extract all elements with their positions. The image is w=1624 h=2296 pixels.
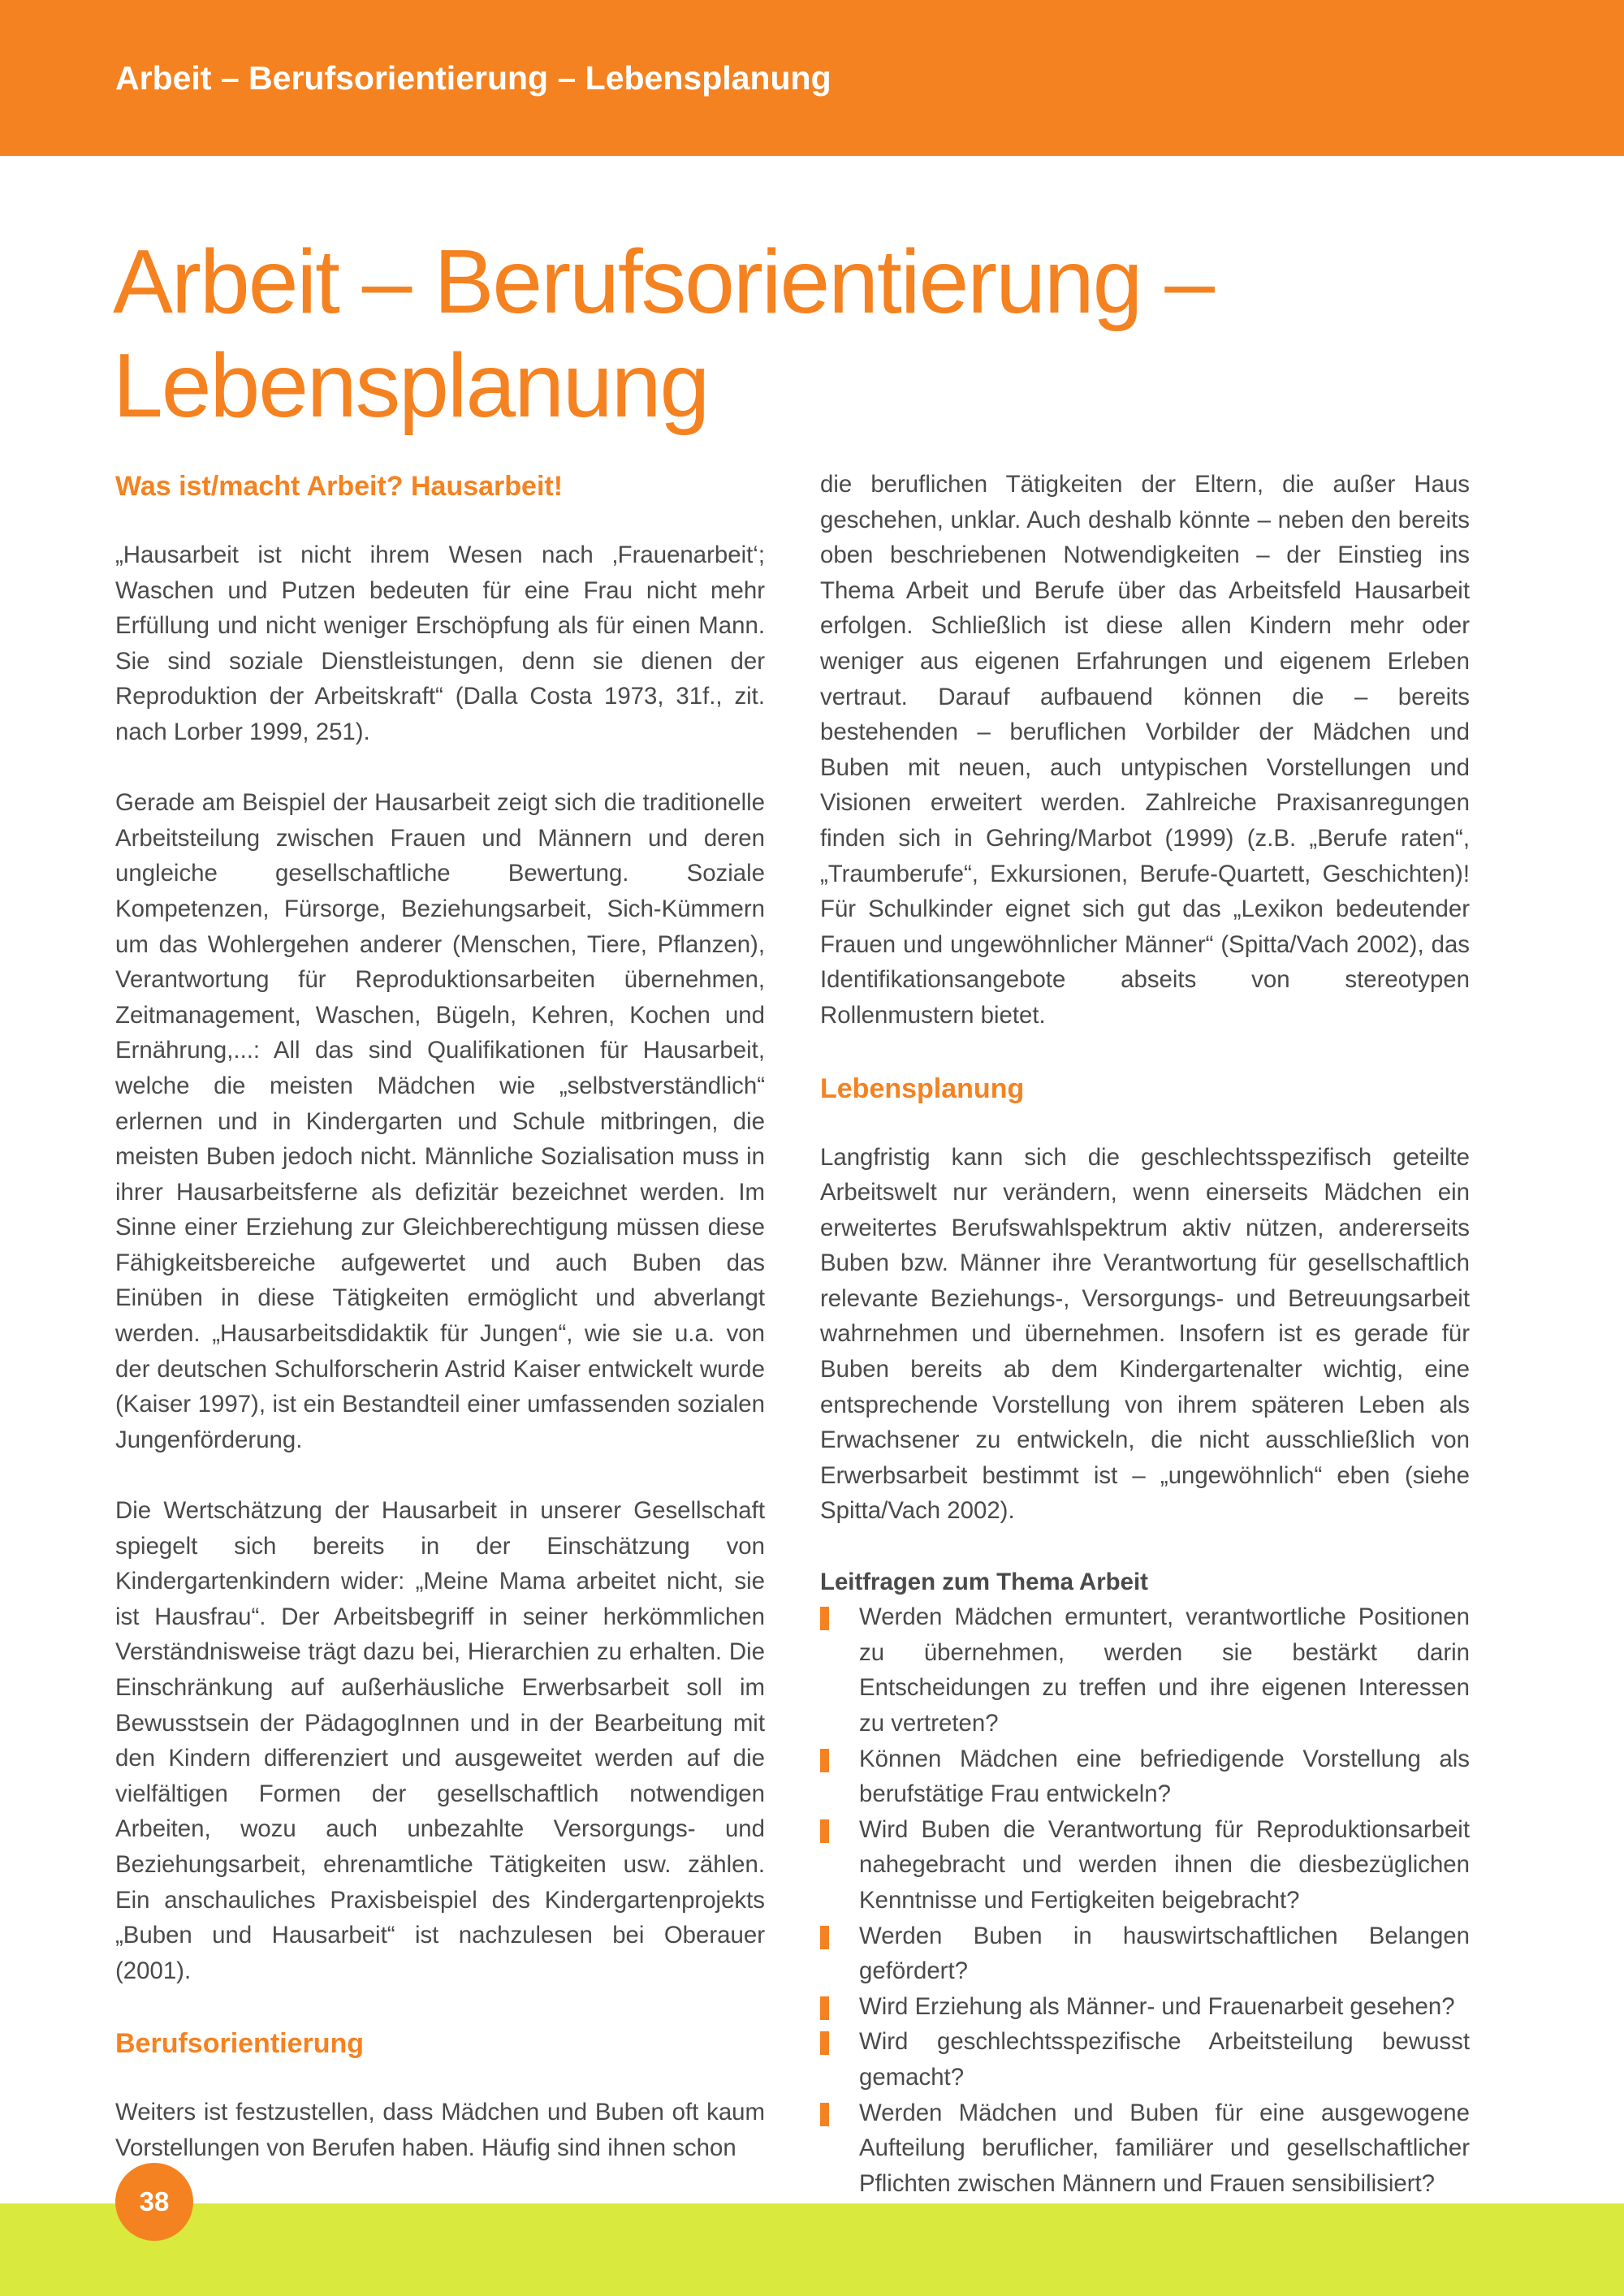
paragraph-berufsorientierung: Weiters ist festzustellen, dass Mädchen und Buben oft kaum Vorstellungen von Berufen haben. Häufig sind ihnen schon <box>115 2098 765 2161</box>
paragraph-berufsorientierung-continued: die beruflichen Tätigkeiten der Eltern, die außer Haus geschehen, unklar. Auch deshalb könnte – neben den bereits oben beschriebenen Notwendigkeiten – der Einstieg ins Thema Arbeit und Berufe über das Arbeitsfeld Hausarbeit erfolgen. Schließlich ist diese allen Kindern mehr oder weniger aus eigenen Erfahrungen und eigenem Erleben vertraut. Darauf aufbauend können die – bereits bestehenden – beruflichen Vorbilder der Mädchen und Buben mit neuen, auch untypischen Vorstellungen und Visionen erweitert werden. Zahlreiche Praxisanregungen finden sich in Gehring/Marbot (1999) (z.B. „Berufe raten“, „Traumberufe“, Exkursionen, Berufe-Quartett, Geschichten)! Für Schulkinder eignet sich gut das „Lexikon bedeutender Frauen und ungewöhnlicher Männer“ (Spitta/Vach 2002), das Identifikationsangebote abseits von stereotypen Rollenmustern bietet. <box>820 471 1470 1029</box>
section-heading-hausarbeit: Was ist/macht Arbeit? Hausarbeit! <box>115 471 564 502</box>
list-item <box>820 1599 1470 1741</box>
list-item <box>820 2024 1470 2095</box>
paragraph-lebensplanung: Langfristig kann sich die geschlechtsspezifisch geteilte Arbeitswelt nur verändern, wenn einerseits Mädchen ein erweitertes Berufswahlspektrum aktiv nützen, andererseits Buben bzw. Männer ihre Verantwortung für gesellschaftlich relevante Beziehungs-, Versorgungs- und Betreuungsarbeit wahrnehmen und übernehmen. Insofern ist es gerade für Buben bereits ab dem Kindergartenalter wichtig, eine entsprechende Vorstellung von ihrem späteren Leben als Erwachsener zu entwickeln, die nicht ausschließlich von Erwerbsarbeit bestimmt ist – „ungewöhnlich“ eben (siehe Spitta/Vach 2002). <box>820 1143 1470 1525</box>
page-title <box>113 230 1493 438</box>
leitfragen-title: Leitfragen zum Thema Arbeit <box>820 1568 1148 1595</box>
bullet-marker <box>820 2103 829 2126</box>
bullet-marker <box>820 2031 829 2055</box>
list-item <box>820 1918 1470 1989</box>
bullet-marker <box>820 1607 829 1630</box>
footer-bar <box>0 2203 1624 2296</box>
paragraph-wertschaetzung: Die Wertschätzung der Hausarbeit in unserer Gesellschaft spiegelt sich bereits in der Einschätzung von Kindergartenkindern wider: „Meine Mama arbeitet nicht, sie ist Hausfrau“. Der Arbeitsbegriff in seiner herkömmlichen Verständnisweise trägt dazu bei, Hierarchien zu erhalten. Die Einschränkung auf außerhäusliche Erwerbsarbeit soll im Bewusstsein der PädagogInnen und in der Bearbeitung mit den Kindern differenziert und ausgeweitet werden auf die vielfältigen Formen der gesellschaftlich notwendigen Arbeiten, wozu auch unbezahlte Versorgungs- und Beziehungsarbeit, ehrenamtliche Tätigkeiten usw. zählen. Ein anschauliches Praxisbeispiel des Kindergartenprojekts „Buben und Hausarbeit“ ist nachzulesen bei Oberauer (2001). <box>115 1497 765 1984</box>
question-text: Werden Mädchen und Buben für eine ausgewogene Aufteilung beruflicher, familiärer und gesellschaftlicher Pflichten zwischen Männern und Frauen sensibilisiert? <box>859 2099 1470 2197</box>
paragraph-quote: „Hausarbeit ist nicht ihrem Wesen nach ‚Frauenarbeit‘; Waschen und Putzen bedeuten für eine Frau nicht mehr Erfüllung und nicht weniger Erschöpfung als für einen Mann. Sie sind soziale Dienstleistungen, denn sie dienen der Reproduktion der Arbeitskraft“ (Dalla Costa 1973, 31f., zit. nach Lorber 1999, 251). <box>115 542 765 745</box>
page-number-badge: 38 <box>115 2163 193 2241</box>
list-item <box>820 1989 1470 2025</box>
section-heading-berufsorientierung: Berufsorientierung <box>115 2027 365 2059</box>
leitfragen-list <box>820 1599 1470 2201</box>
bullet-marker <box>820 1819 829 1843</box>
question-text: Wird geschlechtsspezifische Arbeitsteilung bewusst gemacht? <box>859 2028 1470 2091</box>
page-title-line-2: Lebensplanung <box>113 335 709 436</box>
question-text: Wird Erziehung als Männer- und Frauenarbeit gesehen? <box>859 1992 1455 2020</box>
list-item <box>820 2095 1470 2202</box>
bullet-marker <box>820 1749 829 1772</box>
paragraph-arbeitsteilung: Gerade am Beispiel der Hausarbeit zeigt sich die traditionelle Arbeitsteilung zwischen Frauen und Männern und deren ungleiche gesellschaftliche Bewertung. Soziale Kompetenzen, Fürsorge, Beziehungsarbeit, Sich-Kümmern um das Wohlergehen anderer (Menschen, Tiere, Pflanzen), Verantwortung für Reproduktionsarbeiten übernehmen, Zeitmanagement, Waschen, Bügeln, Kehren, Kochen und Ernährung,...: All das sind Qualifikationen für Hausarbeit, welche die meisten Mädchen wie „selbstverständlich“ erlernen und in Kindergarten und Schule mitbringen, die meisten Buben jedoch nicht. Männliche Sozialisation muss in ihrer Hausarbeitsferne als defizitär bezeichnet werden. Im Sinne einer Erziehung zur Gleichberechtigung müssen diese Fähigkeitsbereiche aufgewertet und auch Buben das Einüben in diese Tätigkeiten ermöglicht und abverlangt werden. „Hausarbeitsdidaktik für Jungen“, wie sie u.a. von der deutschen Schulforscherin Astrid Kaiser entwickelt wurde (Kaiser 1997), ist ein Bestandteil einer umfassenden sozialen Jungenförderung. <box>115 789 765 1453</box>
section-heading-lebensplanung: Lebensplanung <box>820 1072 1025 1104</box>
page-title-line-1: Arbeit – Berufsorientierung – <box>113 231 1213 332</box>
list-item <box>820 1741 1470 1812</box>
question-text: Wird Buben die Verantwortung für Reproduktionsarbeit nahegebracht und werden ihnen die diesbezüglichen Kenntnisse und Fertigkeiten beigebracht? <box>859 1815 1470 1914</box>
list-item <box>820 1812 1470 1918</box>
left-column <box>115 467 765 2165</box>
question-text: Werden Mädchen ermuntert, verantwortliche Positionen zu übernehmen, werden sie bestärkt darin Entscheidungen zu treffen und ihre eigenen Interessen zu vertreten? <box>859 1603 1470 1737</box>
bullet-marker <box>820 1926 829 1949</box>
bullet-marker <box>820 1996 829 2020</box>
header-title: Arbeit – Berufsorientierung – Lebensplanung <box>115 59 831 97</box>
right-column <box>820 467 1470 2201</box>
question-text: Werden Buben in hauswirtschaftlichen Belangen gefördert? <box>859 1922 1470 1985</box>
question-text: Können Mädchen eine befriedigende Vorstellung als berufstätige Frau entwickeln? <box>859 1745 1470 1808</box>
